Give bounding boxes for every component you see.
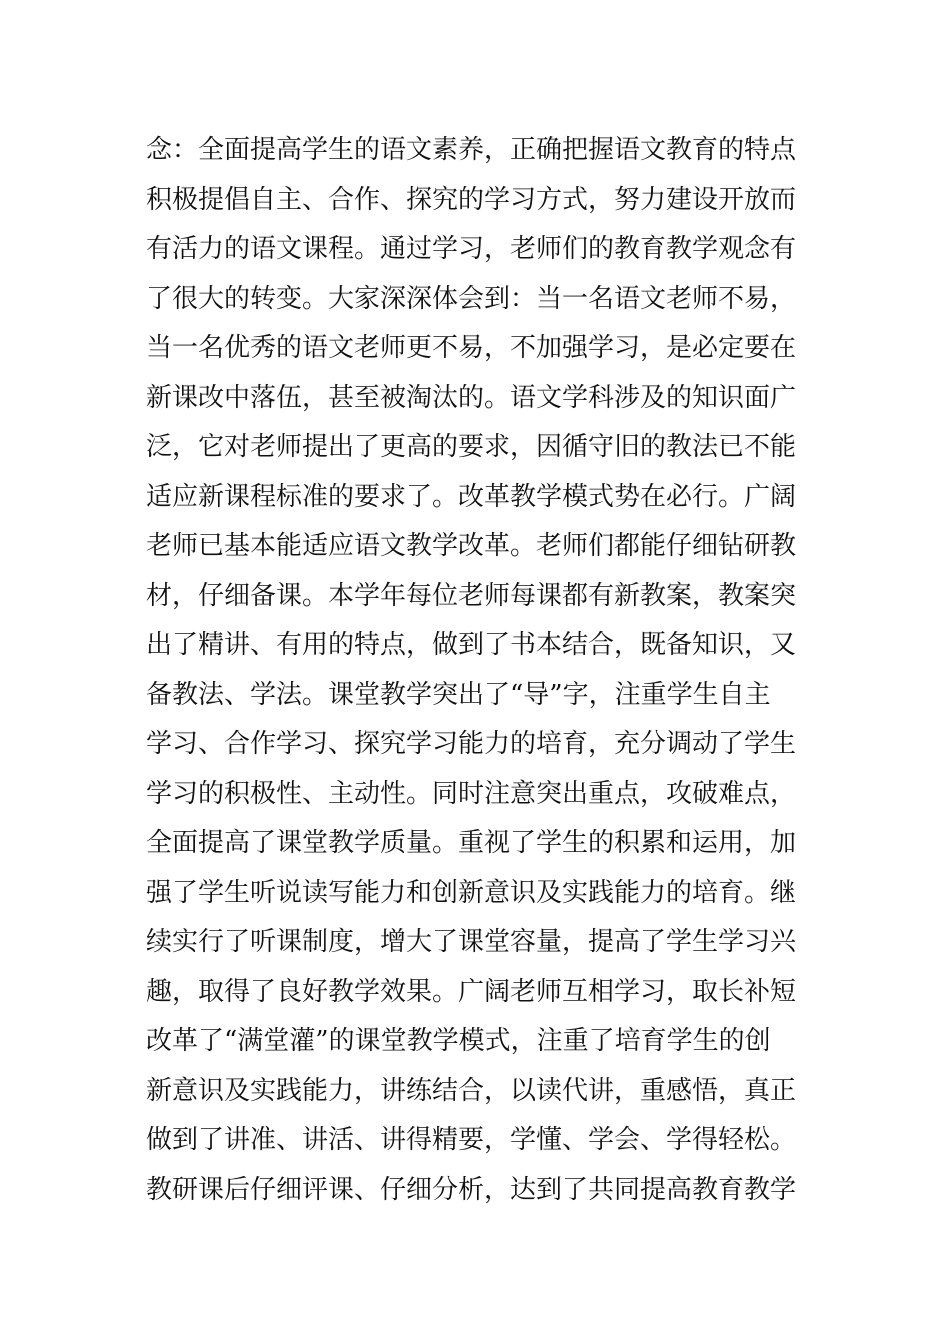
text-line-16: 强了学生听说读写能力和创新意识及实践能力的培育。继	[146, 877, 797, 908]
text-line-10: 材，仔细备课。本学年每位老师每课都有新教案，教案突	[146, 580, 797, 611]
body-paragraph	[146, 126, 816, 1215]
text-line-7: 泛，它对老师提出了更高的要求，因循守旧的教法已不能	[146, 432, 797, 462]
text-line-14: 学习的积极性、主动性。同时注意突出重点，攻破难点，	[146, 778, 797, 809]
text-line-8: 适应新课程标准的要求了。改革教学模式势在必行。广阔	[146, 481, 797, 512]
text-line-19: 改革了“满堂灌”的课堂教学模式，注重了培育学生的创	[146, 1026, 771, 1056]
text-line-18: 趣，取得了良好教学效果。广阔老师互相学习，取长补短	[146, 976, 797, 1007]
text-line-21: 做到了讲准、讲活、讲得精要，学懂、学会、学得轻松。	[146, 1125, 797, 1155]
text-line-4: 了很大的转变。大家深深体会到：当一名语文老师不易，	[146, 283, 797, 314]
text-line-22: 教研课后仔细评课、仔细分析，达到了共同提高教育教学	[146, 1174, 797, 1205]
text-line-11: 出了精讲、有用的特点，做到了书本结合，既备知识，又	[146, 630, 797, 660]
text-line-20: 新意识及实践能力，讲练结合，以读代讲，重感悟，真正	[146, 1075, 797, 1106]
text-line-6: 新课改中落伍，甚至被淘汰的。语文学科涉及的知识面广	[146, 382, 797, 413]
text-line-15: 全面提高了课堂教学质量。重视了学生的积累和运用，加	[146, 828, 797, 858]
text-line-17: 续实行了听课制度，增大了课堂容量，提高了学生学习兴	[146, 927, 797, 957]
text-line-9: 老师已基本能适应语文教学改革。老师们都能仔细钻研教	[146, 531, 797, 561]
text-line-1: 念：全面提高学生的语文素养，正确把握语文教育的特点	[146, 135, 797, 165]
text-line-2: 积极提倡自主、合作、探究的学习方式，努力建设开放而	[146, 184, 797, 215]
text-line-12: 备教法、学法。课堂教学突出了“导”字，注重学生自主	[146, 679, 771, 710]
text-line-3: 有活力的语文课程。通过学习，老师们的教育教学观念有	[146, 234, 797, 264]
text-line-13: 学习、合作学习、探究学习能力的培育，充分调动了学生	[146, 729, 797, 759]
text-line-5: 当一名优秀的语文老师更不易，不加强学习，是必定要在	[146, 333, 797, 363]
